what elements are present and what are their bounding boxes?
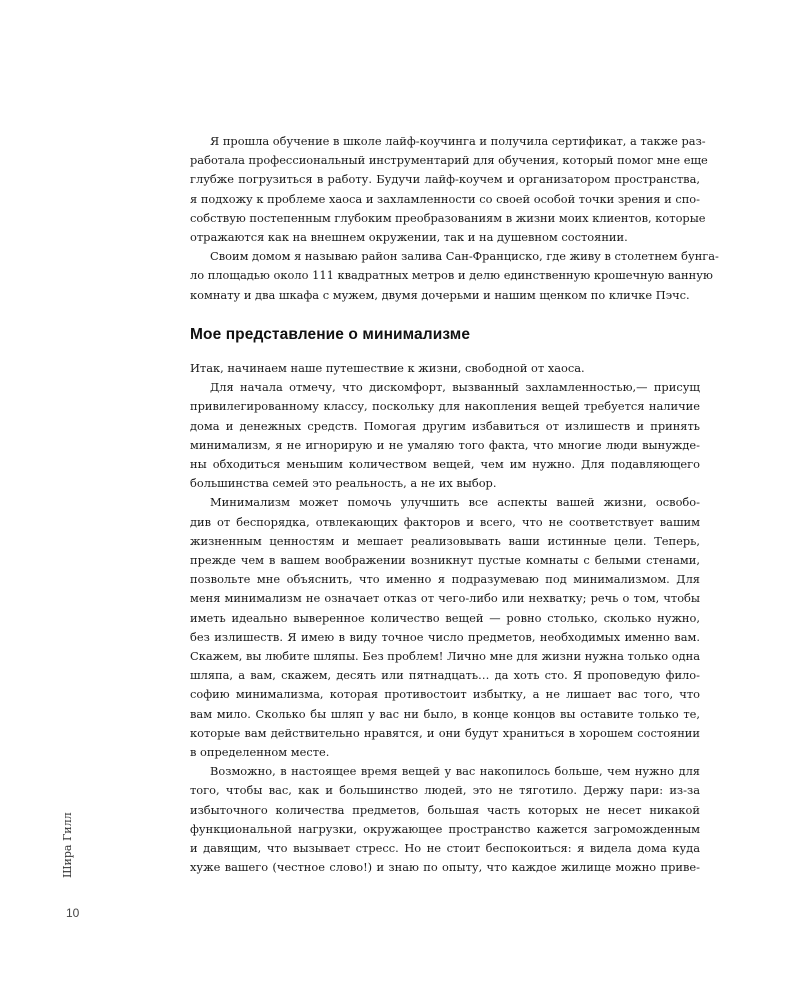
text-line: див от беспорядка, отвлекающих факторов и всего, что не соответствует вашим [190,514,700,529]
text-line: Возможно, в настоящее время вещей у вас накопилось больше, чем нужно для [210,764,700,779]
text-line: Минимализм может помочь улучшить все аспекты вашей жизни, освобо- [210,495,700,510]
text-line: иметь идеально выверенное количество вещей — ровно столько, сколько нужно, [190,610,700,625]
text-line: ны обходиться меньшим количеством вещей, чем им нужно. Для подавляющего [190,457,700,472]
text-line: в определенном месте. [190,745,330,760]
text-line: хуже вашего (честное слово!) и знаю по опыту, что каждое жилище можно приве- [190,860,700,875]
text-line: глубже погрузиться в работу. Будучи лайф-коучем и организатором пространства, [190,172,700,187]
text-line: избыточного количества предметов, большая часть которых не несет никакой [190,802,700,817]
text-line: Для начала отмечу, что дискомфорт, вызванный захламленностью,— присущ [210,380,700,395]
text-line: дома и денежных средств. Помогая другим избавиться от излишеств и принять [190,418,700,433]
text-line: софию минимализма, которая противостоит избытку, а не лишает вас того, что [190,687,700,702]
text-line: вам мило. Сколько бы шляп у вас ни было, в конце концов вы оставите только те, [190,706,700,721]
running-header-author: Шира Гилл [61,812,74,878]
section-heading: Мое представление о минимализме [190,326,471,343]
text-line: шляпа, а вам, скажем, десять или пятнадцать… да хоть сто. Я проповедую фило- [190,668,700,683]
text-line: собствую постепенным глубоким преобразованиям в жизни моих клиентов, которые [190,210,706,225]
page-number: 10 [66,906,80,920]
text-line: минимализм, я не игнорирую и не умаляю того факта, что многие люди вынужде- [190,437,700,452]
text-line: функциональной нагрузки, окружающее пространство кажется загроможденным [190,821,700,836]
text-line: того, чтобы вас, как и большинство людей, это не тяготило. Держу пари: из-за [190,783,700,798]
text-line: большинства семей это реальность, а не их выбор. [190,476,497,491]
text-line: которые вам действительно нравятся, и они будут храниться в хорошем состоянии [190,725,700,740]
text-line: прежде чем в вашем воображении возникнут пустые комнаты с белыми стенами, [190,553,700,568]
text-line: ло площадью около 111 квадратных метров и делю единственную крошечную ванную [190,268,713,283]
text-line: комнату и два шкафа с мужем, двумя дочерьми и нашим щенком по кличке Пэчс. [190,287,690,302]
text-line: Скажем, вы любите шляпы. Без проблем! Лично мне для жизни нужна только одна [190,649,700,664]
text-line: я подхожу к проблеме хаоса и захламленности со своей особой точки зрения и спо- [190,191,700,206]
text-line: привилегированному классу, поскольку для накопления вещей требуется наличие [190,399,700,414]
text-line: Итак, начинаем наше путешествие к жизни, свободной от хаоса. [190,361,585,375]
text-line: позвольте мне объяснить, что именно я подразумеваю под минимализмом. Для [190,572,700,587]
text-line: Своим домом я называю район залива Сан-Франциско, где живу в столетнем бунга- [210,249,719,264]
text-line: работала профессиональный инструментарий для обучения, который помог мне еще [190,153,708,168]
text-line: жизненным ценностям и мешает реализовывать ваши истинные цели. Теперь, [190,533,700,548]
intro-paragraphs [190,132,719,305]
body-paragraphs [190,359,700,877]
text-line: без излишеств. Я имею в виду точное число предметов, необходимых именно вам. [190,629,700,644]
text-line: Я прошла обучение в школе лайф-коучинга и получила сертификат, а также раз- [210,134,706,148]
text-line: и давящим, что вызывает стресс. Но не стоит беспокоиться: я видела дома куда [190,841,700,856]
text-line: меня минимализм не означает отказ от чего-либо или нехватку; речь о том, чтобы [190,591,700,606]
text-line: отражаются как на внешнем окружении, так и на душевном состоянии. [190,230,628,245]
